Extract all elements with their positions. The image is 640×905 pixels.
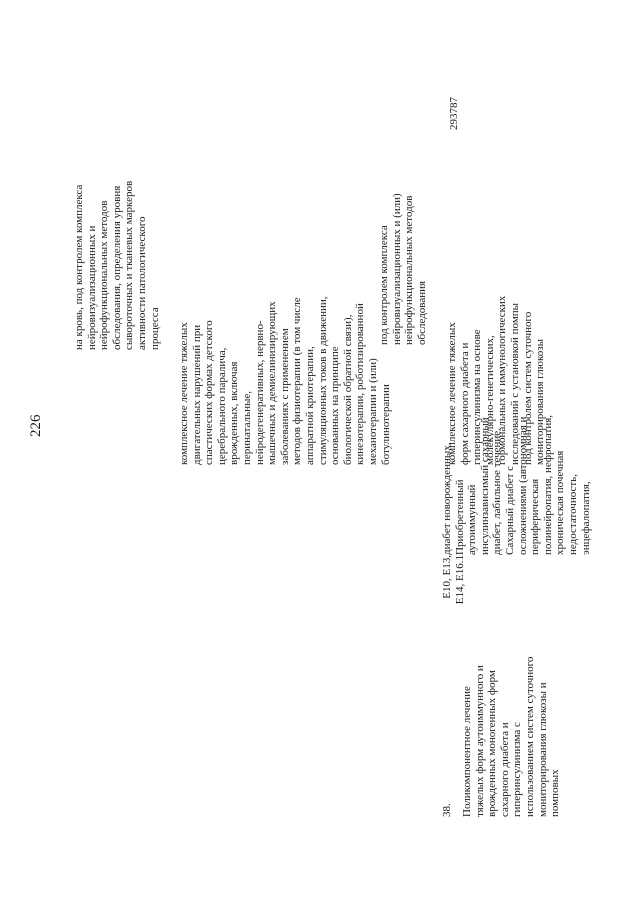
condition-description: диабет новорожденных. Приобретенный аутоиммунный инсулинзависимый сахарный диабет, лабильное течение. Сахарный диабет с осложнениями (автономная и периферическая полинейропатия, нефропатия, хроническая почечная недостаточность, энцефалопатия, <box>441 414 592 555</box>
row-title: Поликомпонентное лечение тяжелых форм аутоиммунного и врожденных моногенных форм сахарного диабета и гиперинсулинизма с использованием систем суточного мониторирования глюкозы и помповых <box>461 656 562 817</box>
treatment-block-3: под контролем комплекса нейровизуализационных и (или) нейрофункциональных методов обследования <box>378 193 428 345</box>
icd-codes: E10, E13, E14, E16.1 <box>441 555 466 605</box>
page-number: 226 <box>28 414 44 437</box>
service-code: 293787 <box>448 97 460 130</box>
treatment-block-4: комплексное лечение тяжелых форм сахарного диабета и гиперинсулинизма на основе молекулярно-генетических, гормональных и иммунологических исследований с установкой помпы под контролем систем суточного мониторирования глюкозы <box>446 295 547 465</box>
treatment-block-2: комплексное лечение тяжелых двигательных нарушений при спастических формах детского церебрального паралича, врожденных, включая перинатальные, нейродегенеративных, нервно-мышечных и демиелинизирующих заболеваниях с применением методов физиотерапии (в том числе аппаратной криотерапии, стимуляционных токов в движении, основанных на принципе биологической обратной связи), кинезотерапии, роботизированной механотерапии и (или) ботулинотерапии <box>178 296 392 465</box>
continuation-text: на кровь, под контролем комплекса нейровизуализационных и нейрофункциональных методов обследования, определения уровня сывороточных и тканевых маркеров активности патологического процесса <box>73 180 161 350</box>
row-number: 38. <box>441 803 453 817</box>
